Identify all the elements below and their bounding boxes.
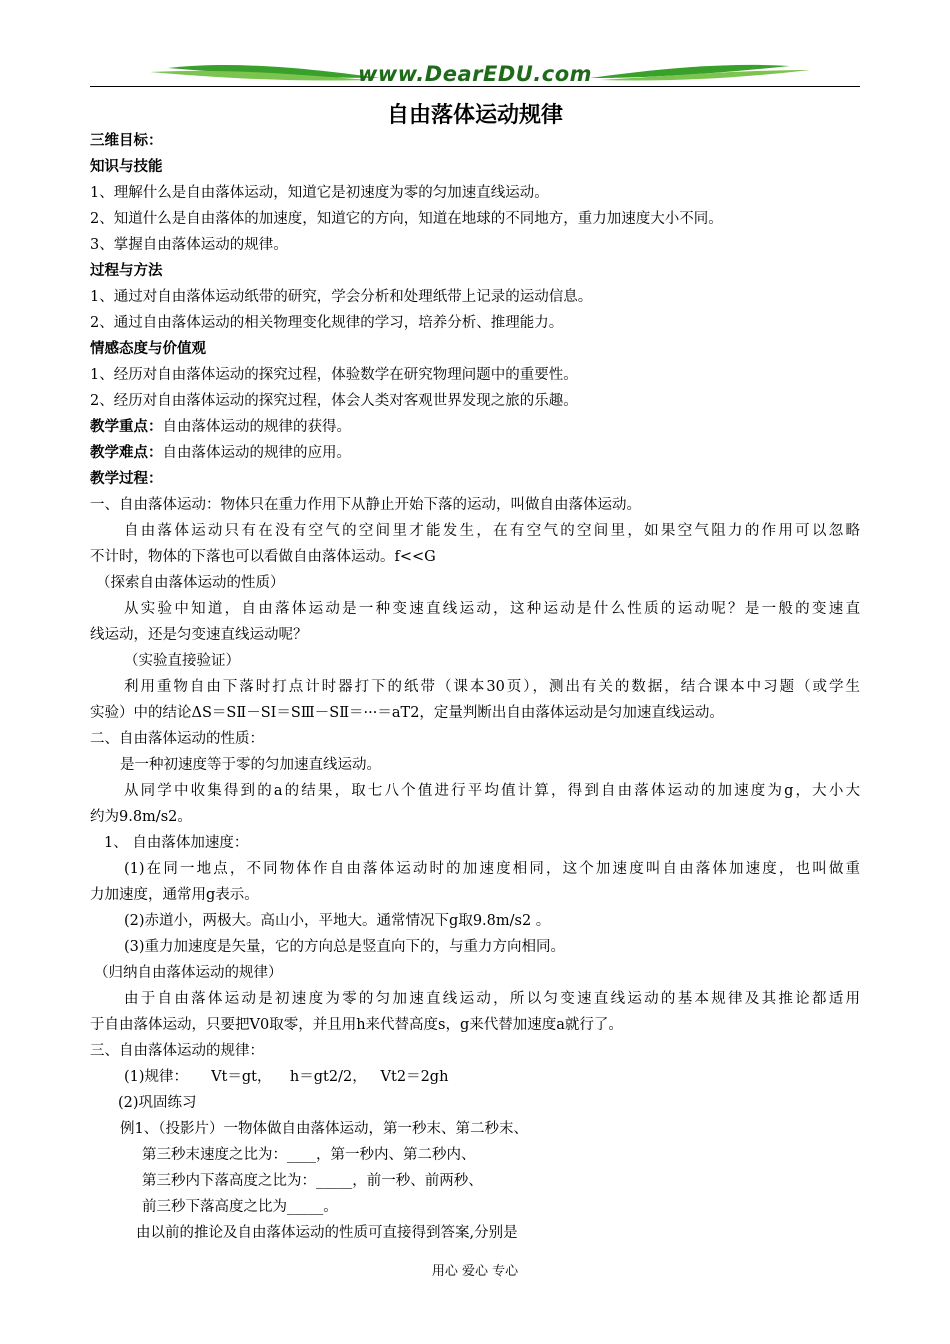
document-body xyxy=(90,128,860,1246)
subheading: 知识与技能 xyxy=(90,159,163,175)
paragraph: 是一种初速度等于零的匀加速直线运动。 xyxy=(120,757,381,773)
site-logo-text: www.DearEDU.com xyxy=(357,62,593,86)
subheading: 情感态度与价值观 xyxy=(90,341,206,357)
paragraph: 三、自由落体运动的规律： xyxy=(90,1043,264,1059)
paragraph: 1、 自由落体加速度： xyxy=(104,835,249,851)
difficult-point xyxy=(90,440,860,466)
difficult-point-text: 自由落体运动的规律的应用。 xyxy=(162,445,351,461)
paragraph: 二、自由落体运动的性质： xyxy=(90,731,264,747)
paragraph: 3、掌握自由落体运动的规律。 xyxy=(90,237,288,253)
paragraph: 约为9.8m/s2。 xyxy=(90,809,192,825)
paragraph: 由以前的推论及自由落体运动的性质可直接得到答案,分别是 xyxy=(136,1225,518,1241)
paragraph: 利用重物自由下落时打点计时器打下的纸带（课本30页），测出有关的数据，结合课本中习题（或学生 xyxy=(124,679,860,695)
paragraph: 2、知道什么是自由落体的加速度，知道它的方向，知道在地球的不同地方，重力加速度大小不同。 xyxy=(90,211,723,227)
example-line: 前三秒下落高度之比为_____。 xyxy=(142,1199,338,1215)
paragraph: (2)赤道小，两极大。高山小，平地大。通常情况下g取9.8m/s2 。 xyxy=(124,913,551,929)
paragraph: 2、经历对自由落体运动的探究过程，体会人类对客观世界发现之旅的乐趣。 xyxy=(90,393,578,409)
paragraph: 实验）中的结论ΔS＝SⅡ－SⅠ＝SⅢ－SⅡ＝···＝aT2，定量判断出自由落体运动是匀加速直线运动。 xyxy=(90,705,724,721)
paragraph: （探索自由落体运动的性质） xyxy=(96,575,285,591)
formula-line: (1)规律： Vt＝gt， h＝gt2/2， Vt2＝2gh xyxy=(124,1069,449,1085)
page-title: 自由落体运动规律 xyxy=(386,103,563,128)
paragraph: 2、通过自由落体运动的相关物理变化规律的学习，培养分析、推理能力。 xyxy=(90,315,564,331)
paragraph: 于自由落体运动，只要把V0取零，并且用h来代替高度s，g来代替加速度a就行了。 xyxy=(90,1017,623,1033)
site-header xyxy=(90,56,860,92)
subheading: 过程与方法 xyxy=(90,263,163,279)
paragraph: 自由落体运动只有在没有空气的空间里才能发生，在有空气的空间里，如果空气阻力的作用可以忽略 xyxy=(124,523,860,539)
paragraph: 不计时，物体的下落也可以看做自由落体运动。f<<G xyxy=(90,549,436,565)
difficult-point-label: 教学难点： xyxy=(90,445,163,461)
paragraph: （实验直接验证） xyxy=(124,653,240,669)
paragraph: (2)巩固练习 xyxy=(118,1095,197,1111)
page-footer: 用心 爱心 专心 xyxy=(431,1264,519,1279)
paragraph: (1)在同一地点，不同物体作自由落体运动时的加速度相同，这个加速度叫自由落体加速度，也叫做重 xyxy=(124,861,860,877)
key-point-text: 自由落体运动的规律的获得。 xyxy=(162,419,351,435)
paragraph: 由于自由落体运动是初速度为零的匀加速直线运动，所以匀变速直线运动的基本规律及其推论都适用 xyxy=(124,991,860,1007)
paragraph: 从同学中收集得到的a的结果，取七八个值进行平均值计算，得到自由落体运动的加速度为g，大小大 xyxy=(124,783,860,799)
paragraph: 从实验中知道，自由落体运动是一种变速直线运动，这种运动是什么性质的运动呢？是一般的变速直 xyxy=(124,601,860,617)
paragraph: 1、通过对自由落体运动纸带的研究，学会分析和处理纸带上记录的运动信息。 xyxy=(90,289,593,305)
paragraph: 线运动，还是匀变速直线运动呢？ xyxy=(90,627,308,643)
paragraph: 力加速度，通常用g表示。 xyxy=(90,887,259,903)
example-line: 第三秒末速度之比为：____，第一秒内、第二秒内、 xyxy=(142,1147,476,1163)
paragraph: 一、自由落体运动：物体只在重力作用下从静止开始下落的运动，叫做自由落体运动。 xyxy=(90,497,641,513)
example-line: 第三秒内下落高度之比为：_____，前一秒、前两秒、 xyxy=(142,1173,483,1189)
example-line: 例1、（投影片）一物体做自由落体运动，第一秒末、第二秒末、 xyxy=(120,1121,528,1137)
section-heading: 教学过程： xyxy=(90,471,163,487)
header-rule xyxy=(90,86,860,87)
paragraph: 1、经历对自由落体运动的探究过程，体验数学在研究物理问题中的重要性。 xyxy=(90,367,578,383)
section-heading: 三维目标： xyxy=(90,133,163,149)
paragraph: （归纳自由落体运动的规律） xyxy=(94,965,283,981)
paragraph: 1、理解什么是自由落体运动，知道它是初速度为零的匀加速直线运动。 xyxy=(90,185,549,201)
key-point-label: 教学重点： xyxy=(90,419,163,435)
key-point xyxy=(90,414,860,440)
paragraph: (3)重力加速度是矢量，它的方向总是竖直向下的，与重力方向相同。 xyxy=(124,939,566,955)
